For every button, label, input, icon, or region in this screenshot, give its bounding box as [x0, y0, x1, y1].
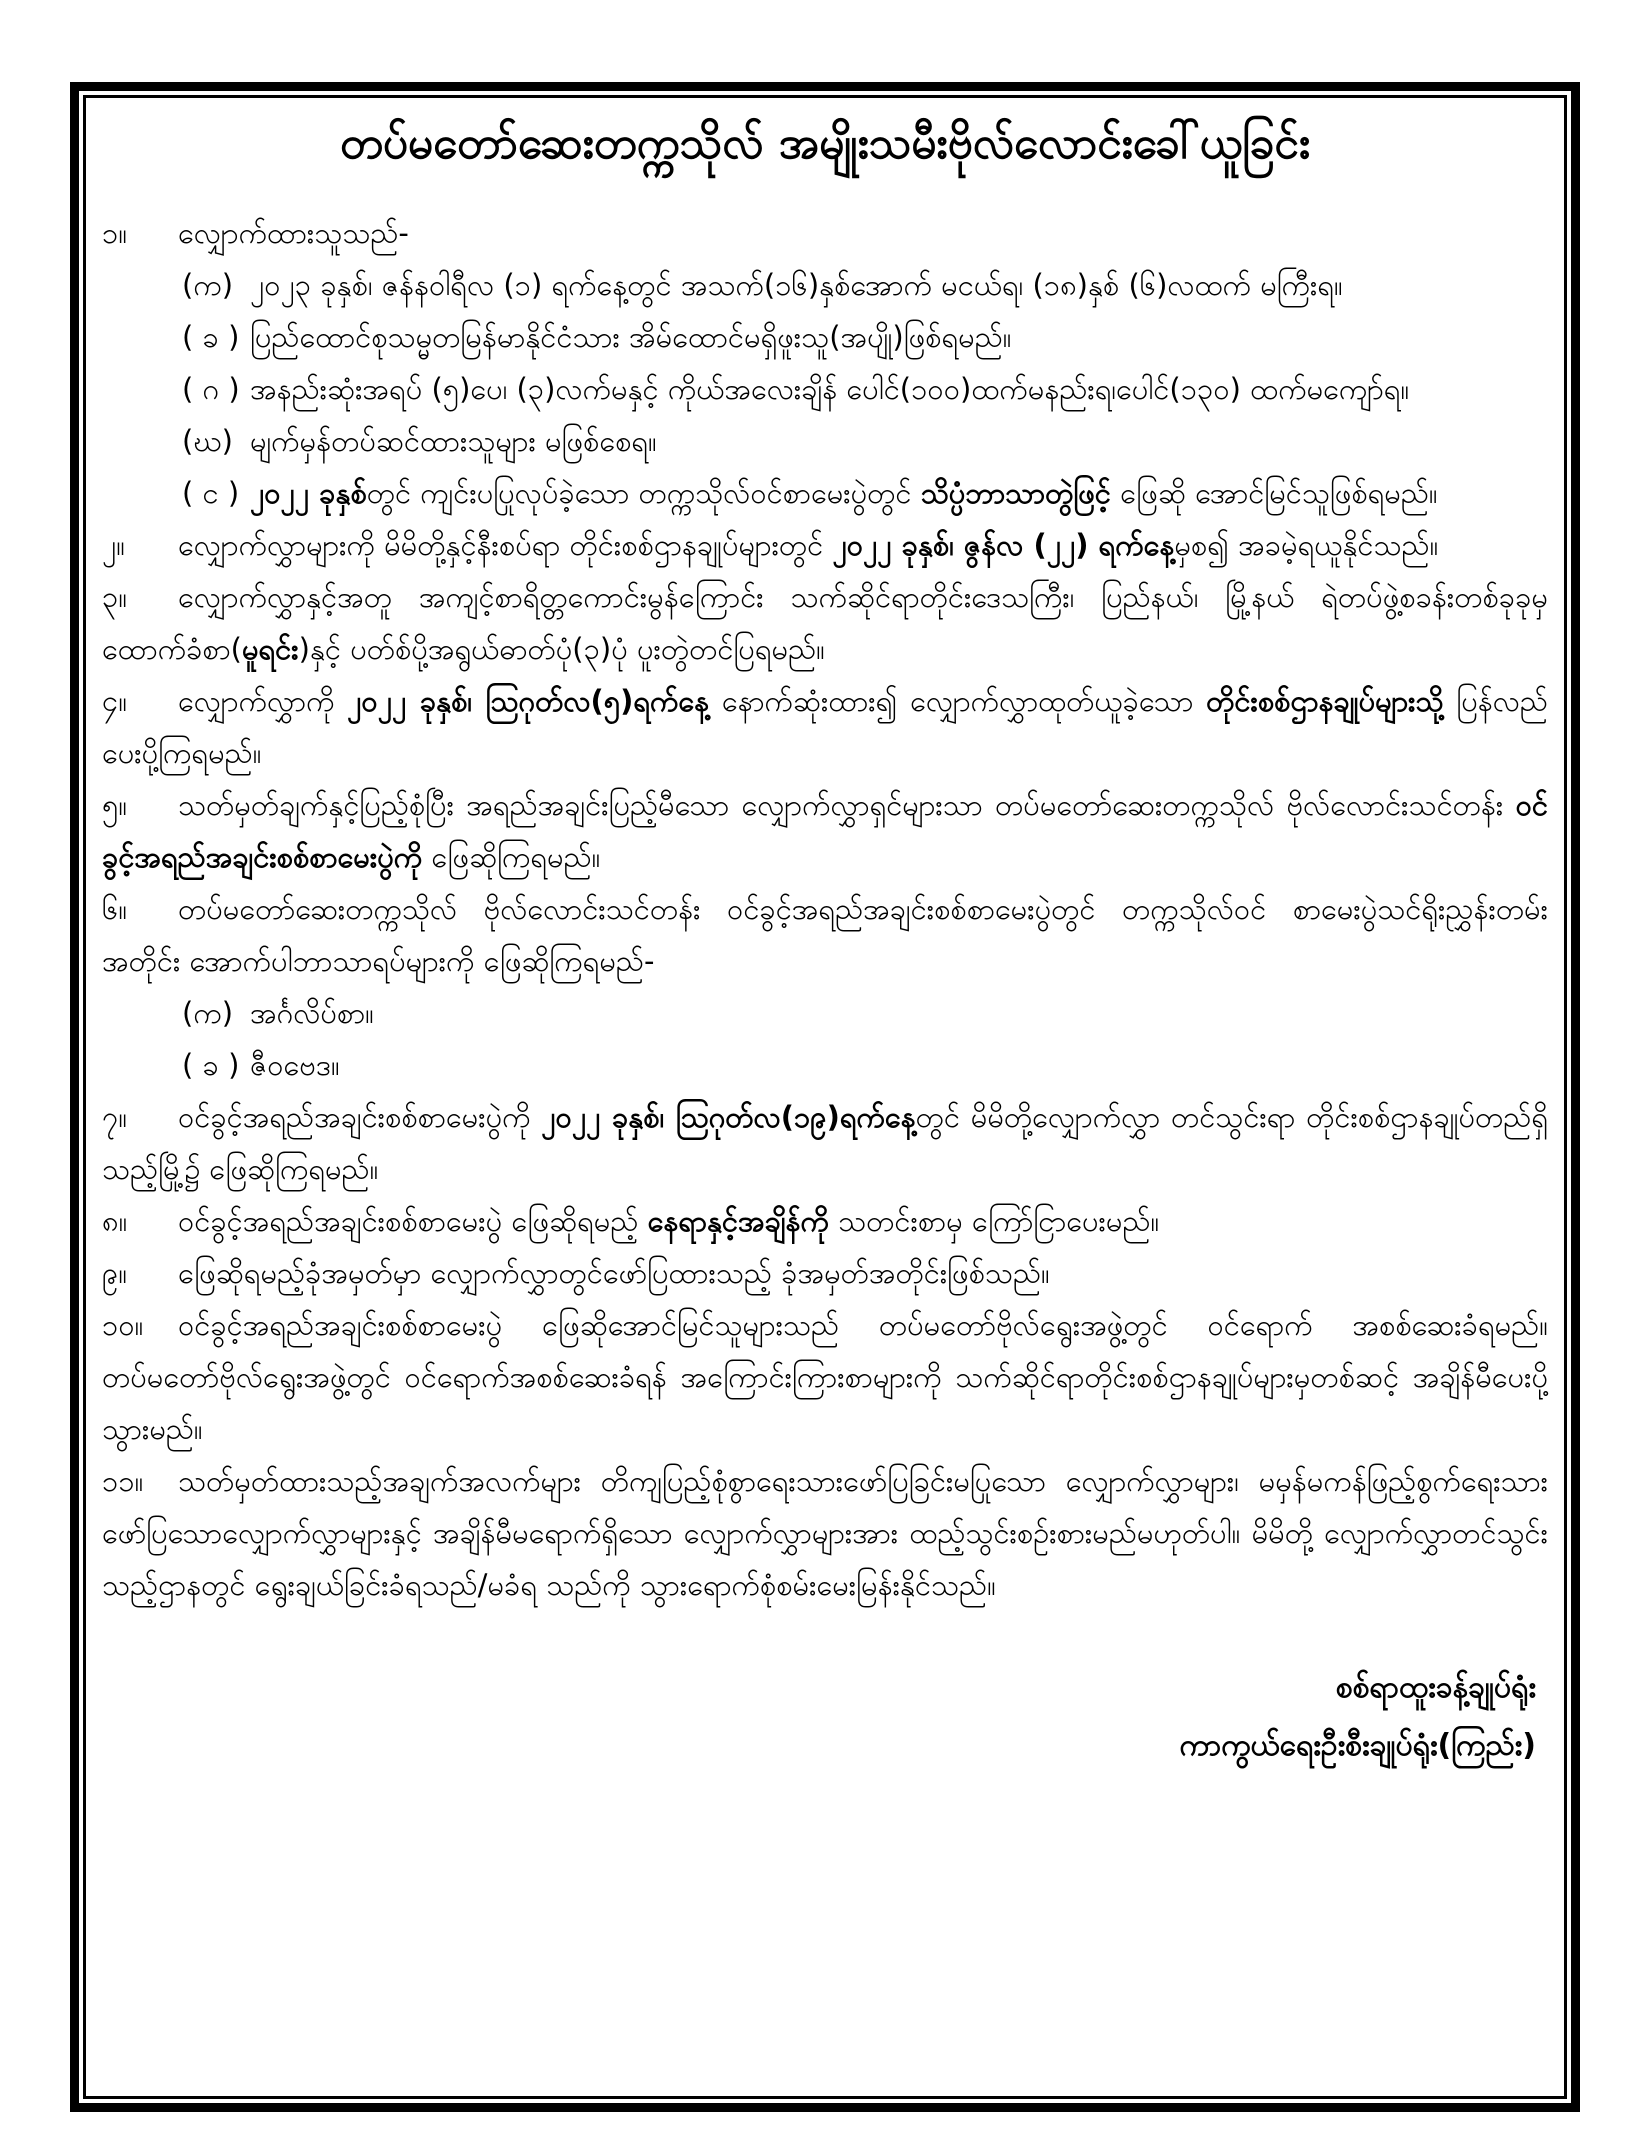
sub-item [102, 415, 1548, 467]
paragraph-text: တွင် မိမိတို့လျှောက်လွှာ တင်သွင်းရာ တိုင်းစစ်ဌာနချုပ်တည်ရှိသည့်မြို့၌ ဖြေဆိုကြရမည်။ [102, 1100, 1548, 1187]
sub-item [102, 467, 1548, 519]
paragraph-text: လျှောက်လွှာများကို မိမိတို့နှင့်နီးစပ်ရာ တိုင်းစစ်ဌာနချုပ်များတွင် [178, 528, 833, 563]
paragraph-text: ၂၀၂၃ ခုနှစ်၊ ဇန်နဝါရီလ (၁) ရက်နေ့တွင် အသက်(၁၆)နှစ်အောက် မငယ်ရ၊ (၁၈)နှစ် (၆)လထက် မကြီးရ။ [250, 268, 1343, 303]
paragraph-text: ပြည်ထောင်စုသမ္မတမြန်မာနိုင်ငံသား အိမ်ထောင်မရှိဖူးသူ(အပျို)ဖြစ်ရမည်။ [250, 320, 1012, 355]
paragraph-text: ဖြေဆိုကြရမည်။ [422, 840, 601, 875]
sub-item-label: ( င ) [182, 476, 240, 511]
emphasized-text: ၂၀၂၂ ခုနှစ်၊ ဇွန်လ (၂၂) ရက်နေ့ [832, 528, 1175, 563]
sub-item-label: (က) [182, 996, 234, 1031]
paragraph-text: ဝင်ခွင့်အရည်အချင်းစစ်စာမေးပွဲ ဖြေဆိုအောင်မြင်သူများသည် တပ်မတော်ဗိုလ်ရွေးအဖွဲ့တွင် ဝင်ရောက် အစစ်ဆေးခံရမည်။ တပ်မတော်ဗိုလ်ရွေးအဖွဲ့တွင် ဝင်ရောက်အစစ်ဆေးခံရန် အကြောင်းကြားစာများကို သက်ဆိုင်ရာတိုင်းစစ်ဌာနချုပ်များမှတစ်ဆင့် အချိန်မီပေးပို့သွားမည်။ [102, 1308, 1548, 1447]
sub-item-label: (ဃ) [182, 424, 233, 459]
numbered-paragraph [102, 779, 1548, 883]
paragraph-number: ၁၁။ [102, 1464, 144, 1499]
numbered-paragraph [102, 571, 1548, 675]
emphasized-text: နေရာနှင့်အချိန်ကို [647, 1204, 829, 1239]
paragraph-text: ဖြေဆို အောင်မြင်သူဖြစ်ရမည်။ [1110, 476, 1438, 511]
paragraph-list [102, 207, 1548, 1611]
paragraph-text: တွင် ကျင်းပပြုလုပ်ခဲ့သော တက္ကသိုလ်ဝင်စာမေးပွဲတွင် [366, 476, 921, 511]
numbered-paragraph [102, 1195, 1548, 1247]
paragraph-text: တပ်မတော်ဆေးတက္ကသိုလ် ဗိုလ်လောင်းသင်တန်း ဝင်ခွင့်အရည်အချင်းစစ်စာမေးပွဲတွင် တက္ကသိုလ်ဝင် စာမေးပွဲသင်ရိုးညွှန်းတမ်းအတိုင်း အောက်ပါဘာသာရပ်များကို ဖြေဆိုကြရမည်- [102, 892, 1548, 979]
paragraph-text: သတ်မှတ်ထားသည့်အချက်အလက်များ တိကျပြည့်စုံစွာရေးသားဖော်ပြခြင်းမပြုသော လျှောက်လွှာများ၊ မမှန်မကန်ဖြည့်စွက်ရေးသားဖော်ပြသောလျှောက်လွှာများနှင့် အချိန်မီမရောက်ရှိသော လျှောက်လွှာများအား ထည့်သွင်းစဉ်းစားမည်မဟုတ်ပါ။ မိမိတို့ လျှောက်လွှာတင်သွင်းသည့်ဌာနတွင် ရွေးချယ်ခြင်းခံရသည်/မခံရ သည်ကို သွားရောက်စုံစမ်းမေးမြန်းနိုင်သည်။ [102, 1464, 1548, 1603]
emphasized-text: ၂၀၂၂ ခုနှစ်၊ ဩဂုတ်လ(၁၉)ရက်နေ့ [541, 1100, 916, 1135]
paragraph-text: လျှောက်လွှာနှင့်အတူ အကျင့်စာရိတ္တကောင်းမွန်ကြောင်း သက်ဆိုင်ရာတိုင်းဒေသကြီး၊ ပြည်နယ်၊ မြို့နယ် ရဲတပ်ဖွဲ့စခန်းတစ်ခုခုမှ ထောက်ခံစာ( [102, 580, 1548, 667]
paragraph-text: သတင်းစာမှ ကြော်ငြာပေးမည်။ [828, 1204, 1160, 1239]
paragraph-number: ၁။ [102, 216, 128, 251]
paragraph-text: လျှောက်လွှာကို [178, 684, 348, 719]
document-content-area [83, 95, 1567, 2099]
signature-line-office: စစ်ရာထူးခန့်ချုပ်ရုံး [1335, 1670, 1536, 1706]
sub-item [102, 1039, 1548, 1091]
paragraph-number: ၂။ [102, 528, 126, 563]
emphasized-text: ဝင်ခွင့်အရည်အချင်းစစ်စာမေးပွဲကို [102, 788, 1548, 875]
signature-line-hq: ကာကွယ်ရေးဦးစီးချုပ်ရုံး(ကြည်း) [1179, 1728, 1536, 1764]
paragraph-text: လျှောက်ထားသူသည်- [178, 216, 409, 251]
paragraph-number: ၆။ [102, 892, 128, 927]
sub-item [102, 987, 1548, 1039]
paragraph-text: ဖြေဆိုရမည့်ခုံအမှတ်မှာ လျှောက်လွှာတွင်ဖော်ပြထားသည့် ခုံအမှတ်အတိုင်းဖြစ်သည်။ [178, 1256, 1050, 1291]
emphasized-text: ၂၀၂၂ ခုနှစ်၊ ဩဂုတ်လ(၅)ရက်နေ့ [347, 684, 710, 719]
sub-item-label: ( ခ ) [182, 1048, 240, 1083]
paragraph-text: )နှင့် ပတ်စ်ပို့အရွယ်ဓာတ်ပုံ(၃)ပုံ ပူးတွဲတင်ပြရမည်။ [298, 632, 825, 667]
numbered-paragraph [102, 1299, 1548, 1455]
sub-item [102, 311, 1548, 363]
paragraph-number: ၇။ [102, 1100, 128, 1135]
paragraph-text: သတ်မှတ်ချက်နှင့်ပြည့်စုံပြီး အရည်အချင်းပြည့်မီသော လျှောက်လွှာရှင်များသာ တပ်မတော်ဆေးတက္ကသိုလ် ဗိုလ်လောင်းသင်တန်း [178, 788, 1516, 823]
numbered-paragraph [102, 675, 1548, 779]
paragraph-text: မှစ၍ အခမဲ့ရယူနိုင်သည်။ [1174, 528, 1439, 563]
sub-item-label: ( ဂ ) [182, 372, 240, 407]
paragraph-text: ပြန်လည်ပေးပို့ကြရမည်။ [102, 684, 1548, 771]
sub-item [102, 363, 1548, 415]
numbered-paragraph [102, 883, 1548, 987]
paragraph-text: ဇီဝဗေဒ။ [250, 1048, 340, 1083]
paragraph-number: ၅။ [102, 788, 128, 823]
numbered-paragraph [102, 1091, 1548, 1195]
sub-item-label: ( ခ ) [182, 320, 240, 355]
paragraph-text: နောက်ဆုံးထား၍ လျှောက်လွှာထုတ်ယူခဲ့သော [709, 684, 1207, 719]
paragraph-number: ၉။ [102, 1256, 128, 1291]
emphasized-text: မူရင်း [241, 632, 299, 667]
numbered-paragraph [102, 207, 1548, 259]
sub-item [102, 259, 1548, 311]
emphasized-text: တိုင်းစစ်ဌာနချုပ်များသို့ [1206, 684, 1444, 719]
sub-item-label: (က) [182, 268, 234, 303]
paragraph-text: အနည်းဆုံးအရပ် (၅)ပေ၊ (၃)လက်မနှင့် ကိုယ်အလေးချိန် ပေါင်(၁၀၀)ထက်မနည်းရ၊ပေါင်(၁၃၀) ထက်မကျော်ရ။ [250, 372, 1410, 407]
paragraph-number: ၄။ [102, 684, 128, 719]
numbered-paragraph [102, 1455, 1548, 1611]
signature-block [102, 1659, 1548, 1775]
document-title: တပ်မတော်ဆေးတက္ကသိုလ် အမျိုးသမီးဗိုလ်လောင်းခေါ်ယူခြင်း [340, 118, 1310, 169]
numbered-paragraph [102, 519, 1548, 571]
document-border-frame [70, 82, 1580, 2112]
emphasized-text: ၂၀၂၂ ခုနှစ် [250, 476, 367, 511]
paragraph-text: မျက်မှန်တပ်ဆင်ထားသူများ မဖြစ်စေရ။ [250, 424, 657, 459]
paragraph-text: ဝင်ခွင့်အရည်အချင်းစစ်စာမေးပွဲ ဖြေဆိုရမည့် [178, 1204, 648, 1239]
paragraph-number: ၃။ [102, 580, 128, 615]
emphasized-text: သိပ္ပံဘာသာတွဲဖြင့် [920, 476, 1111, 511]
paragraph-text: ဝင်ခွင့်အရည်အချင်းစစ်စာမေးပွဲကို [178, 1100, 542, 1135]
paragraph-number: ၈။ [102, 1204, 128, 1239]
numbered-paragraph [102, 1247, 1548, 1299]
paragraph-number: ၁၀။ [102, 1308, 144, 1343]
paragraph-text: အင်္ဂလိပ်စာ။ [250, 996, 374, 1031]
